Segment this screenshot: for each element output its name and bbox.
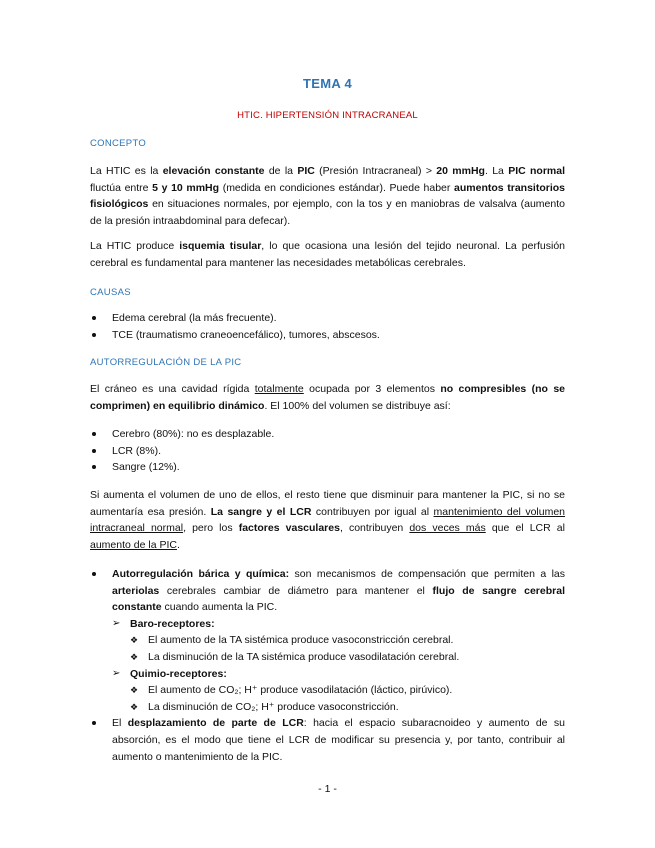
paragraph-craneo: El cráneo es una cavidad rígida totalmente ocupada por 3 elementos no compresibles (no se comprimen) en equilibrio dinámico. El 100% del volumen se distribuye así: (90, 383, 565, 412)
list-item-quimio-1: ❖ El aumento de CO₂; H⁺ produce vasodilatación (láctico, pirúvico). (90, 682, 565, 699)
list-item-quimio-2: ❖ La disminución de CO₂; H⁺ produce vasoconstricción. (90, 699, 565, 716)
paragraph-isquemia: La HTIC produce isquemia tisular, lo que ocasiona una lesión del tejido neuronal. La perfusión cerebral es fundamental para mantener las necesidades metabólicas cerebrales. (90, 240, 565, 269)
list-item-baro-1: ❖ El aumento de la TA sistémica produce vasoconstricción cerebral. (90, 632, 565, 649)
paragraph-compensacion: Si aumenta el volumen de uno de ellos, el resto tiene que disminuir para mantener la PIC, si no se aumentaría esa presión. La sangre y el LCR contribuyen por igual al mantenimiento del volumen intracraneal normal, pero los factores vasculares, contribuyen dos veces más que el LCR al aumento de la PIC. (90, 489, 566, 551)
page-number: - 1 - (318, 783, 337, 795)
section-heading-causas: CAUSAS (90, 287, 131, 298)
section-heading-autorregulacion: AUTORREGULACIÓN DE LA PIC (90, 357, 242, 368)
list-item: Cerebro (80%): no es desplazable. (90, 426, 565, 443)
page-subtitle: HTIC. HIPERTENSIÓN INTRACRANEAL (237, 110, 418, 121)
list-item: LCR (8%). (90, 443, 565, 460)
list-item-baro-title: ➢ Baro-receptores: (90, 616, 565, 633)
list-item: Edema cerebral (la más frecuente). (90, 310, 565, 327)
list-item-autorregulacion: Autorregulación bárica y química: son mecanismos de compensación que permiten a las arteriolas cerebrales cambiar de diámetro para mantener el flujo de sangre cerebral constante cuando aumenta la PIC. (90, 566, 565, 616)
volumen-list (90, 426, 565, 476)
paragraph-definicion: La HTIC es la elevación constante de la PIC (Presión Intracraneal) > 20 mmHg. La PIC normal fluctúa entre 5 y 10 mmHg (medida en condiciones estándar). Puede haber aumentos transitorios fisiológicos en situaciones normales, por ejemplo, con la tos y en maniobras de valsalva (aumento de la presión intraabdominal para defecar). (90, 165, 566, 227)
list-item-lcr: El desplazamiento de parte de LCR: hacia el espacio subaracnoideo y aumento de su absorción, es el modo que tiene el LCR de modificar su presencia y, por tanto, contribuir al aumento o mantenimiento de la PIC. (90, 715, 565, 765)
causas-list (90, 310, 565, 343)
section-heading-concepto: CONCEPTO (90, 138, 147, 149)
mecanismos-list (90, 566, 565, 765)
page-title: TEMA 4 (303, 76, 352, 91)
list-item-quimio-title: ➢ Quimio-receptores: (90, 666, 565, 683)
list-item: TCE (traumatismo craneoencefálico), tumores, abscesos. (90, 327, 565, 344)
list-item-baro-2: ❖ La disminución de la TA sistémica produce vasodilatación cerebral. (90, 649, 565, 666)
list-item: Sangre (12%). (90, 459, 565, 476)
